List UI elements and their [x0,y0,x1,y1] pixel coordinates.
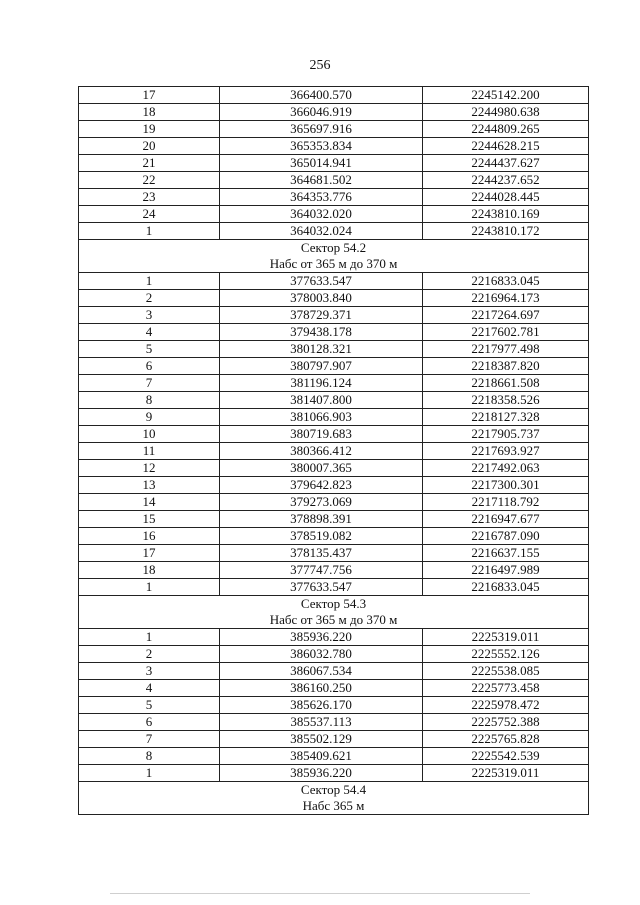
sector-height-range: Набс от 365 м до 370 м [269,612,398,627]
y-coordinate-cell: 2225752.388 [423,714,589,731]
x-coordinate-cell: 386032.780 [220,646,423,663]
point-number-cell: 14 [79,494,220,511]
table-row [79,663,589,680]
point-number-cell: 7 [79,731,220,748]
point-number-cell: 3 [79,307,220,324]
table-row [79,731,589,748]
x-coordinate-cell: 364032.020 [220,206,423,223]
x-coordinate-cell: 365014.941 [220,155,423,172]
sector-heading [79,596,589,629]
y-coordinate-cell: 2225538.085 [423,663,589,680]
table-row [79,155,589,172]
x-coordinate-cell: 381066.903 [220,409,423,426]
x-coordinate-cell: 366400.570 [220,87,423,104]
point-number-cell: 2 [79,646,220,663]
point-number-cell: 6 [79,358,220,375]
table-row [79,223,589,240]
table-row [79,307,589,324]
table-row [79,392,589,409]
x-coordinate-cell: 380007.365 [220,460,423,477]
sector-height-range: Набс от 365 м до 370 м [269,256,398,271]
x-coordinate-cell: 377747.756 [220,562,423,579]
y-coordinate-cell: 2243810.169 [423,206,589,223]
point-number-cell: 17 [79,87,220,104]
y-coordinate-cell: 2225773.458 [423,680,589,697]
y-coordinate-cell: 2217977.498 [423,341,589,358]
y-coordinate-cell: 2217602.781 [423,324,589,341]
table-row [79,189,589,206]
x-coordinate-cell: 381407.800 [220,392,423,409]
y-coordinate-cell: 2225319.011 [423,765,589,782]
table-row [79,680,589,697]
x-coordinate-cell: 379642.823 [220,477,423,494]
table-row [79,409,589,426]
x-coordinate-cell: 381196.124 [220,375,423,392]
sector-heading-row [79,596,589,629]
point-number-cell: 1 [79,765,220,782]
y-coordinate-cell: 2244437.627 [423,155,589,172]
x-coordinate-cell: 365697.916 [220,121,423,138]
y-coordinate-cell: 2217264.697 [423,307,589,324]
x-coordinate-cell: 364681.502 [220,172,423,189]
x-coordinate-cell: 385626.170 [220,697,423,714]
y-coordinate-cell: 2225542.539 [423,748,589,765]
table-row [79,104,589,121]
point-number-cell: 2 [79,290,220,307]
x-coordinate-cell: 380719.683 [220,426,423,443]
table-row [79,511,589,528]
x-coordinate-cell: 364353.776 [220,189,423,206]
table-row [79,426,589,443]
y-coordinate-cell: 2217693.927 [423,443,589,460]
point-number-cell: 1 [79,579,220,596]
point-number-cell: 9 [79,409,220,426]
y-coordinate-cell: 2216833.045 [423,579,589,596]
x-coordinate-cell: 386067.534 [220,663,423,680]
point-number-cell: 12 [79,460,220,477]
x-coordinate-cell: 385936.220 [220,765,423,782]
point-number-cell: 1 [79,273,220,290]
table-row [79,528,589,545]
x-coordinate-cell: 385502.129 [220,731,423,748]
coordinates-table [78,86,589,815]
point-number-cell: 20 [79,138,220,155]
x-coordinate-cell: 365353.834 [220,138,423,155]
table-row [79,629,589,646]
y-coordinate-cell: 2244628.215 [423,138,589,155]
y-coordinate-cell: 2216964.173 [423,290,589,307]
y-coordinate-cell: 2218127.328 [423,409,589,426]
point-number-cell: 19 [79,121,220,138]
table-row [79,748,589,765]
point-number-cell: 7 [79,375,220,392]
x-coordinate-cell: 386160.250 [220,680,423,697]
table-row [79,206,589,223]
x-coordinate-cell: 380128.321 [220,341,423,358]
sector-heading-row [79,240,589,273]
point-number-cell: 10 [79,426,220,443]
y-coordinate-cell: 2225765.828 [423,731,589,748]
table-row [79,358,589,375]
sector-title: Сектор 54.4 [300,782,367,797]
y-coordinate-cell: 2216497.989 [423,562,589,579]
table-row [79,697,589,714]
sector-title: Сектор 54.2 [300,240,367,255]
y-coordinate-cell: 2244809.265 [423,121,589,138]
point-number-cell: 8 [79,392,220,409]
point-number-cell: 1 [79,223,220,240]
sector-heading-row [79,782,589,815]
table-row [79,341,589,358]
point-number-cell: 18 [79,104,220,121]
point-number-cell: 23 [79,189,220,206]
point-number-cell: 22 [79,172,220,189]
point-number-cell: 17 [79,545,220,562]
table-row [79,646,589,663]
y-coordinate-cell: 2225319.011 [423,629,589,646]
y-coordinate-cell: 2244980.638 [423,104,589,121]
point-number-cell: 8 [79,748,220,765]
point-number-cell: 5 [79,697,220,714]
table-row [79,443,589,460]
page-number: 256 [309,58,331,73]
y-coordinate-cell: 2225978.472 [423,697,589,714]
y-coordinate-cell: 2217905.737 [423,426,589,443]
table-row [79,494,589,511]
table-row [79,138,589,155]
table-row [79,562,589,579]
y-coordinate-cell: 2245142.200 [423,87,589,104]
point-number-cell: 18 [79,562,220,579]
y-coordinate-cell: 2244028.445 [423,189,589,206]
sector-heading [79,782,589,815]
y-coordinate-cell: 2243810.172 [423,223,589,240]
point-number-cell: 1 [79,629,220,646]
x-coordinate-cell: 377633.547 [220,579,423,596]
x-coordinate-cell: 385537.113 [220,714,423,731]
x-coordinate-cell: 378729.371 [220,307,423,324]
x-coordinate-cell: 380366.412 [220,443,423,460]
sector-height-range: Набс 365 м [302,798,365,813]
x-coordinate-cell: 366046.919 [220,104,423,121]
y-coordinate-cell: 2225552.126 [423,646,589,663]
sector-heading [79,240,589,273]
y-coordinate-cell: 2216833.045 [423,273,589,290]
y-coordinate-cell: 2216947.677 [423,511,589,528]
table-row [79,290,589,307]
y-coordinate-cell: 2217300.301 [423,477,589,494]
x-coordinate-cell: 378003.840 [220,290,423,307]
y-coordinate-cell: 2218387.820 [423,358,589,375]
table-row [79,477,589,494]
y-coordinate-cell: 2244237.652 [423,172,589,189]
point-number-cell: 4 [79,324,220,341]
table-row [79,375,589,392]
point-number-cell: 11 [79,443,220,460]
x-coordinate-cell: 378519.082 [220,528,423,545]
table-row [79,579,589,596]
scan-artifact-line [110,893,530,894]
point-number-cell: 24 [79,206,220,223]
table-row [79,324,589,341]
table-row [79,460,589,477]
point-number-cell: 5 [79,341,220,358]
x-coordinate-cell: 385409.621 [220,748,423,765]
point-number-cell: 16 [79,528,220,545]
x-coordinate-cell: 378135.437 [220,545,423,562]
y-coordinate-cell: 2216637.155 [423,545,589,562]
table-row [79,121,589,138]
y-coordinate-cell: 2217118.792 [423,494,589,511]
x-coordinate-cell: 364032.024 [220,223,423,240]
y-coordinate-cell: 2217492.063 [423,460,589,477]
point-number-cell: 6 [79,714,220,731]
x-coordinate-cell: 377633.547 [220,273,423,290]
x-coordinate-cell: 379438.178 [220,324,423,341]
table-row [79,172,589,189]
point-number-cell: 3 [79,663,220,680]
table-row [79,545,589,562]
table-row [79,714,589,731]
x-coordinate-cell: 385936.220 [220,629,423,646]
table-row [79,765,589,782]
point-number-cell: 4 [79,680,220,697]
y-coordinate-cell: 2218358.526 [423,392,589,409]
point-number-cell: 13 [79,477,220,494]
x-coordinate-cell: 379273.069 [220,494,423,511]
y-coordinate-cell: 2218661.508 [423,375,589,392]
table-row [79,273,589,290]
y-coordinate-cell: 2216787.090 [423,528,589,545]
x-coordinate-cell: 380797.907 [220,358,423,375]
table-row [79,87,589,104]
sector-title: Сектор 54.3 [300,596,367,611]
point-number-cell: 15 [79,511,220,528]
point-number-cell: 21 [79,155,220,172]
x-coordinate-cell: 378898.391 [220,511,423,528]
